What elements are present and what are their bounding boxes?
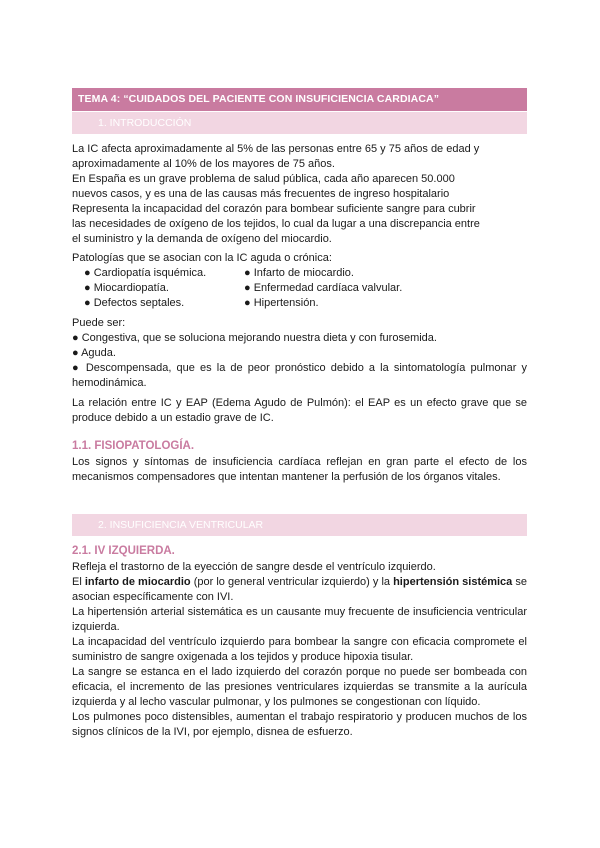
text-line: aproximadamente al 10% de los mayores de 75 años.: [72, 158, 335, 170]
relacion-paragraph: La relación entre IC y EAP (Edema Agudo de Pulmón): el EAP es un efecto grave que se produce debido a un estadio grave de IC.: [72, 397, 527, 424]
bold-term: hipertensión sistémica: [393, 576, 513, 588]
paragraph: La incapacidad del ventrículo izquierdo para bombear la sangre con eficacia compromete el suministro de sangre oxigenada a los tejidos y produce hipoxia tisular.: [72, 636, 527, 663]
section-heading-insuficiencia-ventricular: 2. INSUFICIENCIA VENTRICULAR: [72, 514, 527, 536]
list-item: ● Enfermedad cardíaca valvular.: [244, 282, 403, 294]
text-line: las necesidades de oxígeno de los tejidos, lo cual da lugar a una discrepancia entre: [72, 218, 480, 230]
text-line: el suministro y la demanda de oxígeno del miocardio.: [72, 233, 332, 245]
subheading-fisiopatologia: 1.1. FISIOPATOLOGÍA.: [72, 440, 195, 452]
puede-ser-label: Puede ser:: [72, 317, 126, 329]
list-item: ● Miocardiopatía.: [84, 282, 169, 294]
fisiopatologia-paragraph: Los signos y síntomas de insuficiencia cardíaca reflejan en gran parte el efecto de los mecanismos compensadores que intentan mantener la perfusión de los órganos vitales.: [72, 456, 527, 483]
paragraph: La hipertensión arterial sistemática es un causante muy frecuente de insuficiencia ventricular izquierda.: [72, 606, 527, 633]
paragraph: La sangre se estanca en el lado izquierdo del corazón porque no puede ser bombeada con eficacia, el incremento de las presiones ventriculares izquierdas se transmite a la aurícula izquierda y al lecho vascular pulmonar, y los pulmones se congestionan con líquido.: [72, 666, 527, 708]
patologias-column-left: [72, 266, 244, 311]
patologias-column-right: [244, 266, 404, 311]
bold-term: infarto de miocardio: [84, 576, 191, 588]
list-item: ● Congestiva, que se soluciona mejorando nuestra dieta y con furosemida.: [72, 332, 437, 344]
list-item: ● Descompensada, que es la de peor pronóstico debido a la sintomatología pulmonar y hemodinámica.: [72, 362, 527, 389]
text-run: El: [72, 576, 85, 588]
paragraph: Los pulmones poco distensibles, aumentan el trabajo respiratorio y producen muchos de los signos clínicos de la IVI, por ejemplo, disnea de esfuerzo.: [72, 711, 527, 738]
paragraph: Refleja el trastorno de la eyección de sangre desde el ventrículo izquierdo.: [72, 561, 436, 573]
paragraph: [72, 575, 527, 605]
page-title: TEMA 4: “CUIDADOS DEL PACIENTE CON INSUFICIENCIA CARDIACA”: [72, 88, 527, 111]
text-run: se asocian específicamente con IVI.: [72, 576, 527, 603]
patologias-block: [72, 251, 527, 311]
list-item: ● Cardiopatía isquémica.: [84, 267, 207, 279]
list-item: ● Hipertensión.: [244, 297, 319, 309]
list-item: ● Aguda.: [72, 347, 116, 359]
text-line: En España es un grave problema de salud pública, cada año aparecen 50.000: [72, 173, 455, 185]
subheading-iv-izquierda: 2.1. IV IZQUIERDA.: [72, 545, 175, 557]
text-line: nuevos casos, y es una de las causas más frecuentes de ingreso hospitalario: [72, 188, 450, 200]
text-line: Representa la incapacidad del corazón para bombear suficiente sangre para cubrir: [72, 203, 476, 215]
iv-izquierda-content: [72, 560, 527, 740]
intro-paragraph: [72, 142, 527, 247]
patologias-intro: Patologías que se asocian con la IC aguda o crónica:: [72, 252, 332, 264]
patologias-list: [72, 266, 527, 311]
tipos-block: [72, 316, 527, 391]
section-heading-introduccion: 1. INTRODUCCIÓN: [72, 112, 527, 134]
list-item: ● Infarto de miocardio.: [244, 267, 354, 279]
text-line: La IC afecta aproximadamente al 5% de las personas entre 65 y 75 años de edad y: [72, 143, 480, 155]
text-run: (por lo general ventricular izquierdo) y la: [190, 576, 394, 588]
list-item: ● Defectos septales.: [84, 297, 185, 309]
